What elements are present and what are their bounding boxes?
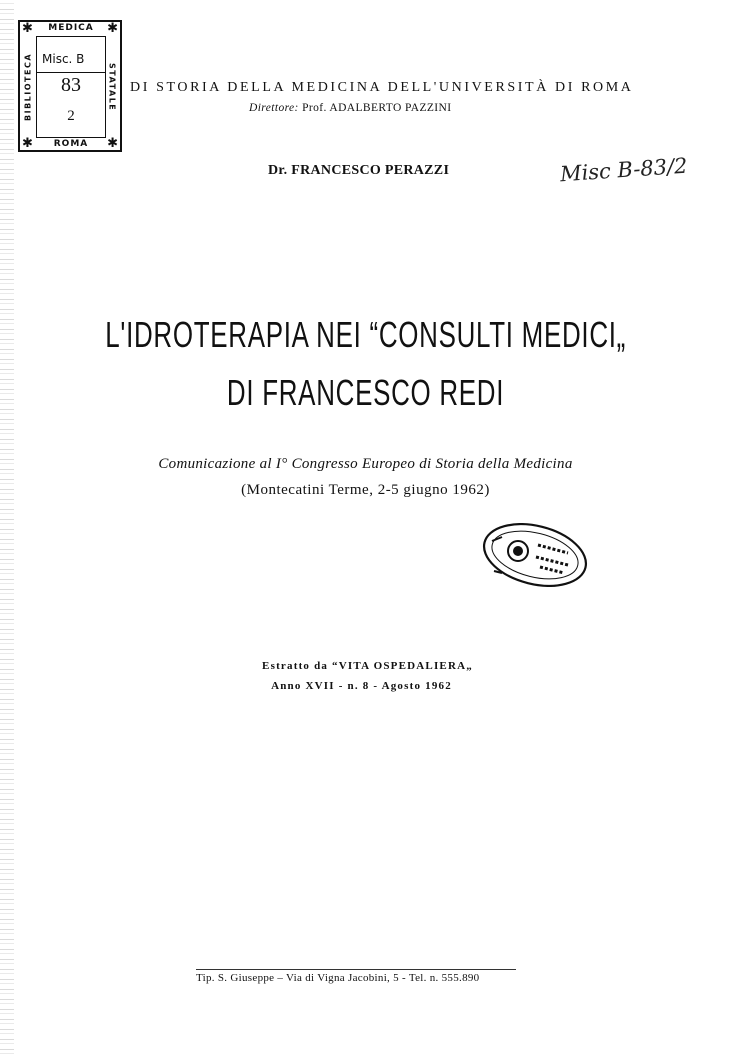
printer-footer-text: Tip. S. Giuseppe – Via di Vigna Jacobini, 5 - Tel. n. 555.890: [196, 972, 480, 984]
extract-source: Estratto da “VITA OSPEDALIERA„: [262, 660, 473, 672]
communication-line-2: (Montecatini Terme, 2-5 giugno 1962): [241, 482, 490, 498]
star-icon: ✱: [22, 21, 33, 36]
title-line-1-text: L'IDROTERAPIA NEI “CONSULTI MEDICI„: [105, 314, 626, 355]
title-line-2: [0, 372, 731, 414]
stamp-top-label: MEDICA: [48, 23, 94, 33]
library-stamp: [18, 20, 122, 152]
footer-rule: [196, 969, 516, 970]
stamp-sub-number: 2: [67, 108, 75, 124]
printer-footer: [196, 972, 479, 984]
communication-line-1: Comunicazione al I° Congresso Europeo di Storia della Medicina: [158, 456, 573, 472]
stamp-right-label: STATALE: [107, 62, 117, 112]
director-line: [249, 102, 451, 114]
stamp-left-label: BIBLIOTECA: [23, 52, 33, 122]
author-name: Dr. FRANCESCO PERAZZI: [268, 163, 450, 178]
star-icon: ✱: [107, 21, 118, 36]
title-line-2-text: DI FRANCESCO REDI: [226, 372, 505, 413]
star-icon: ✱: [22, 136, 33, 151]
director-name: Prof. ADALBERTO PAZZINI: [302, 102, 452, 114]
extract-issue: Anno XVII - n. 8 - Agosto 1962: [271, 680, 452, 692]
director-label: Direttore:: [249, 102, 303, 114]
institute-heading: DI STORIA DELLA MEDICINA DELL'UNIVERSITÀ DI ROMA: [130, 80, 634, 95]
stamp-bottom-label: ROMA: [53, 139, 89, 149]
scan-edge: [0, 0, 14, 1058]
stamp-shelf-mark: Misc. B: [42, 52, 85, 66]
oval-library-stamp: [480, 523, 590, 587]
stamp-number: 83: [61, 74, 81, 96]
star-icon: ✱: [107, 136, 118, 151]
handwritten-shelf-note: Misc B-83/2: [559, 153, 689, 187]
stamp-divider: [36, 72, 106, 73]
title-line-1: [0, 314, 731, 356]
